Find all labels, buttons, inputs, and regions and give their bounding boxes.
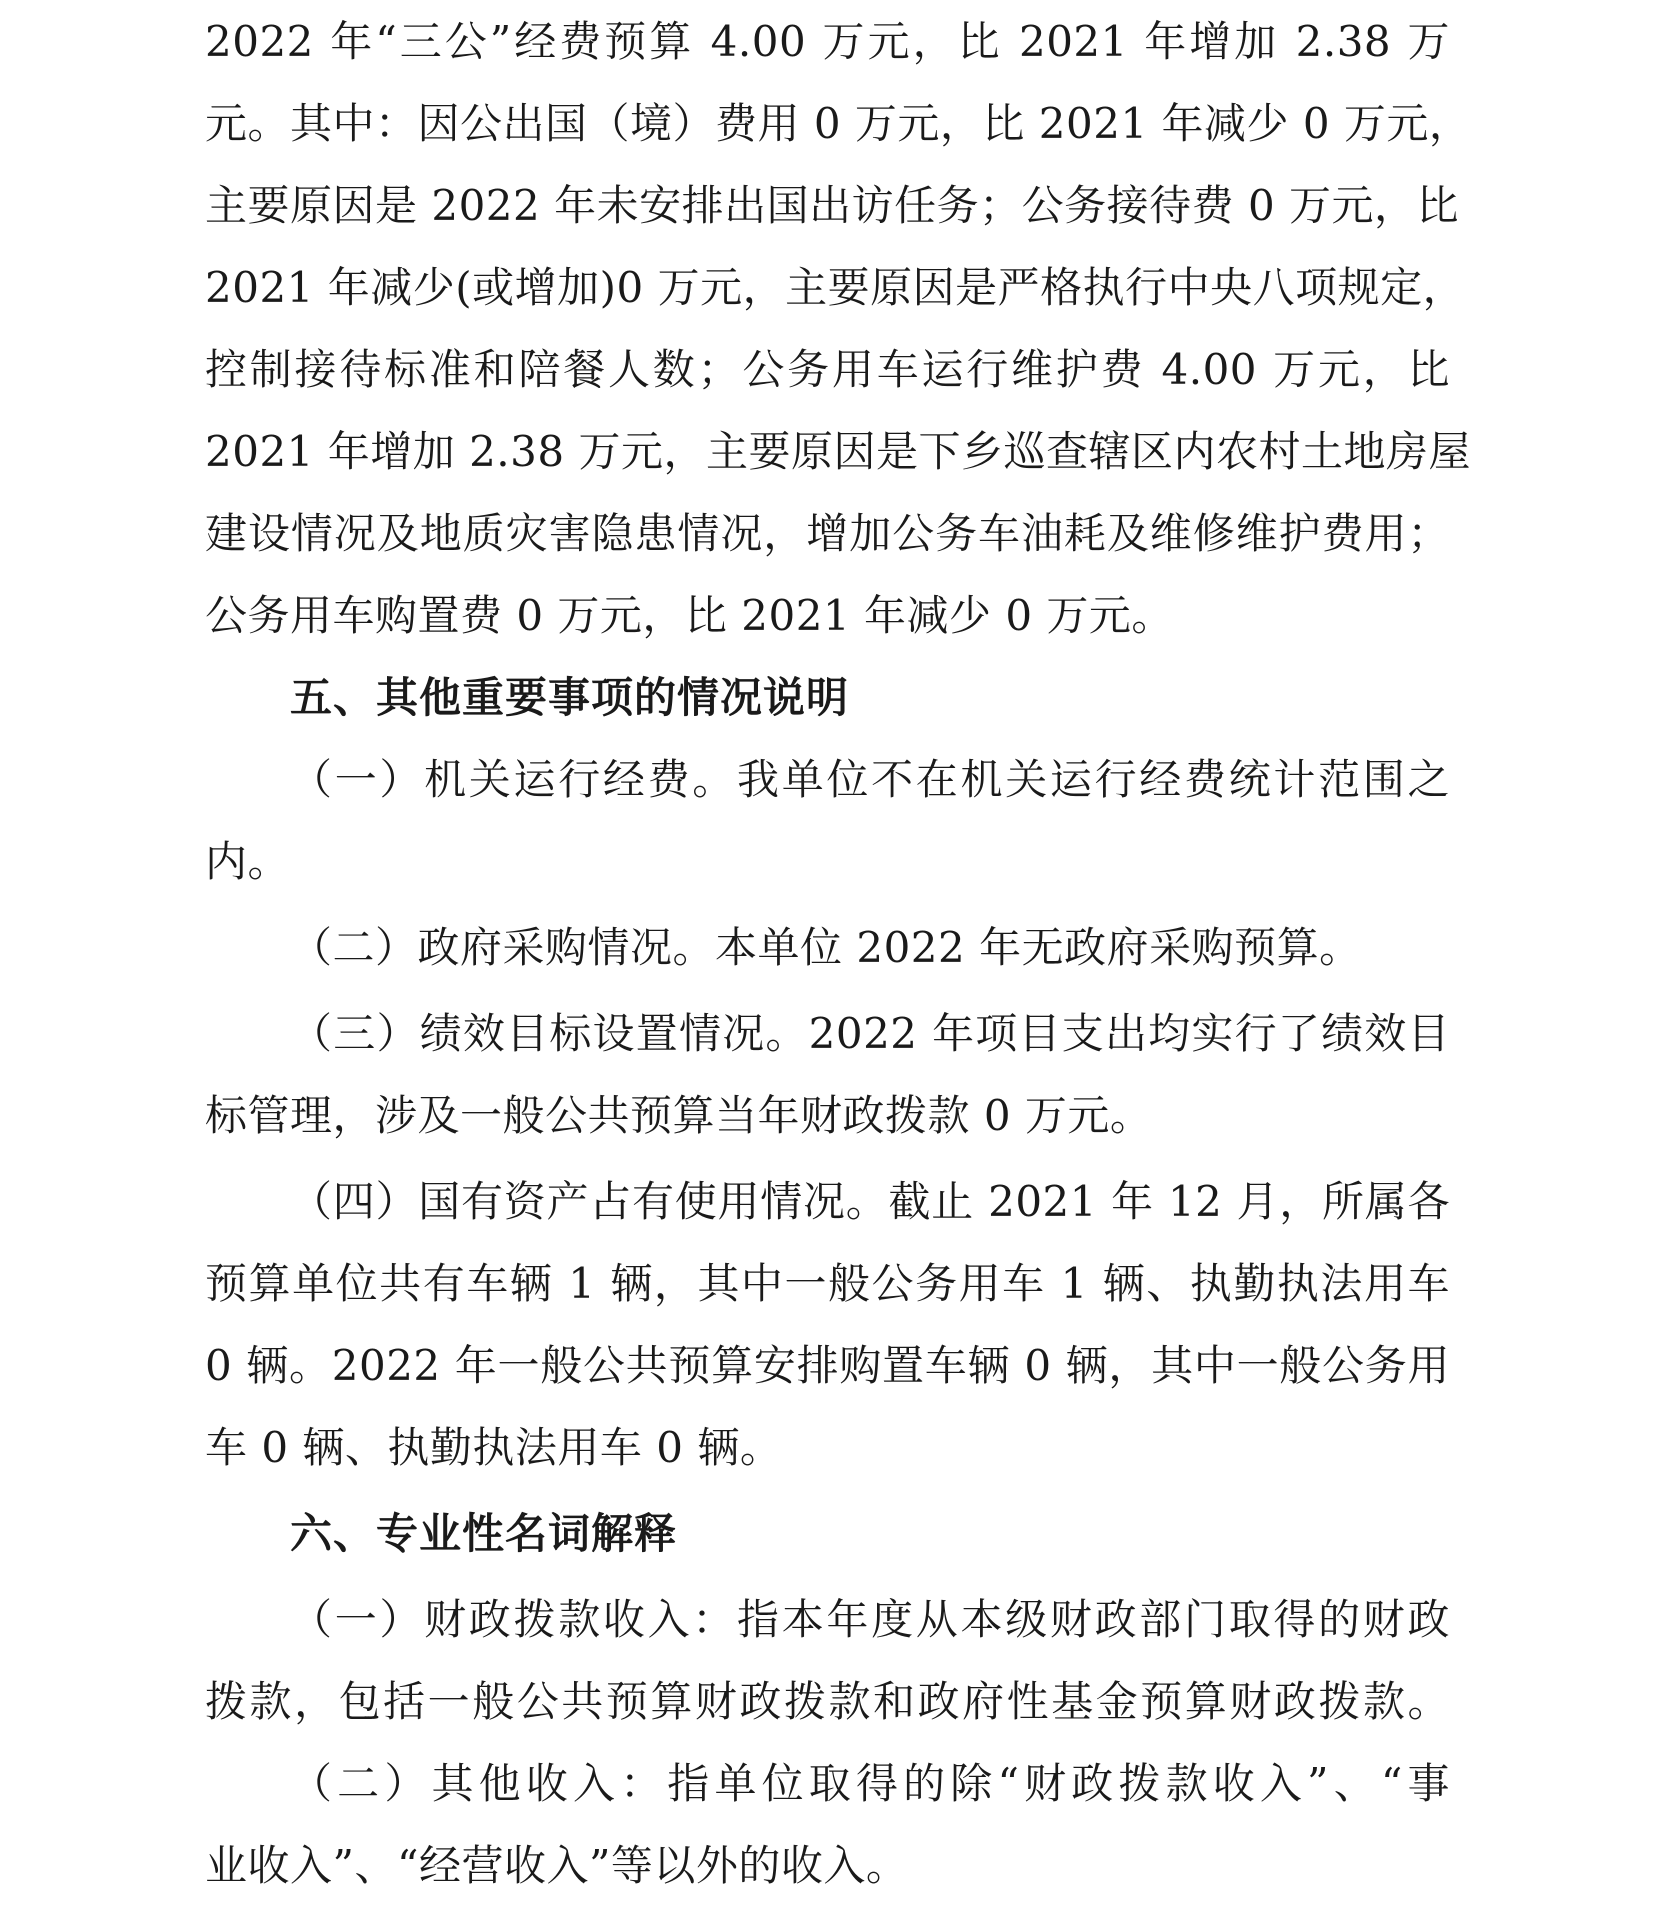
section-heading: 六、专业性名词解释	[290, 1509, 678, 1558]
paragraph-line: 建设情况及地质灾害隐患情况，增加公务车油耗及维修维护费用；	[205, 509, 1450, 558]
paragraph-line: 预算单位共有车辆 1 辆，其中一般公务用车 1 辆、执勤执法用车	[205, 1259, 1450, 1308]
paragraph-line: 标管理，涉及一般公共预算当年财政拨款 0 万元。	[205, 1091, 1153, 1140]
paragraph-line: （二）其他收入：指单位取得的除“财政拨款收入”、“事	[290, 1759, 1450, 1808]
paragraph-line: 2022 年“三公”经费预算 4.00 万元，比 2021 年增加 2.38 万	[205, 17, 1450, 66]
paragraph-line: 车 0 辆、执勤执法用车 0 辆。	[205, 1423, 783, 1472]
paragraph-line: （一）财政拨款收入：指本年度从本级财政部门取得的财政	[290, 1595, 1450, 1644]
paragraph-line: （三）绩效目标设置情况。2022 年项目支出均实行了绩效目	[290, 1009, 1450, 1058]
paragraph-line: 公务用车购置费 0 万元，比 2021 年减少 0 万元。	[205, 591, 1174, 640]
paragraph-line: 业收入”、“经营收入”等以外的收入。	[205, 1841, 909, 1890]
paragraph-line: 2021 年减少(或增加)0 万元，主要原因是严格执行中央八项规定，	[205, 263, 1466, 312]
paragraph-line: 元。其中：因公出国（境）费用 0 万元，比 2021 年减少 0 万元，	[205, 99, 1472, 148]
paragraph-line: 内。	[205, 837, 291, 886]
paragraph-line: （二）政府采购情况。本单位 2022 年无政府采购预算。	[290, 923, 1362, 972]
paragraph-line: 0 辆。2022 年一般公共预算安排购置车辆 0 辆，其中一般公务用	[205, 1341, 1450, 1390]
paragraph-line: 控制接待标准和陪餐人数；公务用车运行维护费 4.00 万元，比	[205, 345, 1450, 394]
paragraph-line: （一）机关运行经费。我单位不在机关运行经费统计范围之	[290, 755, 1450, 804]
paragraph-line: 拨款，包括一般公共预算财政拨款和政府性基金预算财政拨款。	[205, 1677, 1450, 1726]
paragraph-line: 2021 年增加 2.38 万元，主要原因是下乡巡查辖区内农村土地房屋	[205, 427, 1471, 476]
section-heading: 五、其他重要事项的情况说明	[290, 673, 850, 722]
paragraph-line: （四）国有资产占有使用情况。截止 2021 年 12 月，所属各	[290, 1177, 1450, 1226]
paragraph-line: 主要原因是 2022 年未安排出国出访任务；公务接待费 0 万元，比	[205, 181, 1460, 230]
